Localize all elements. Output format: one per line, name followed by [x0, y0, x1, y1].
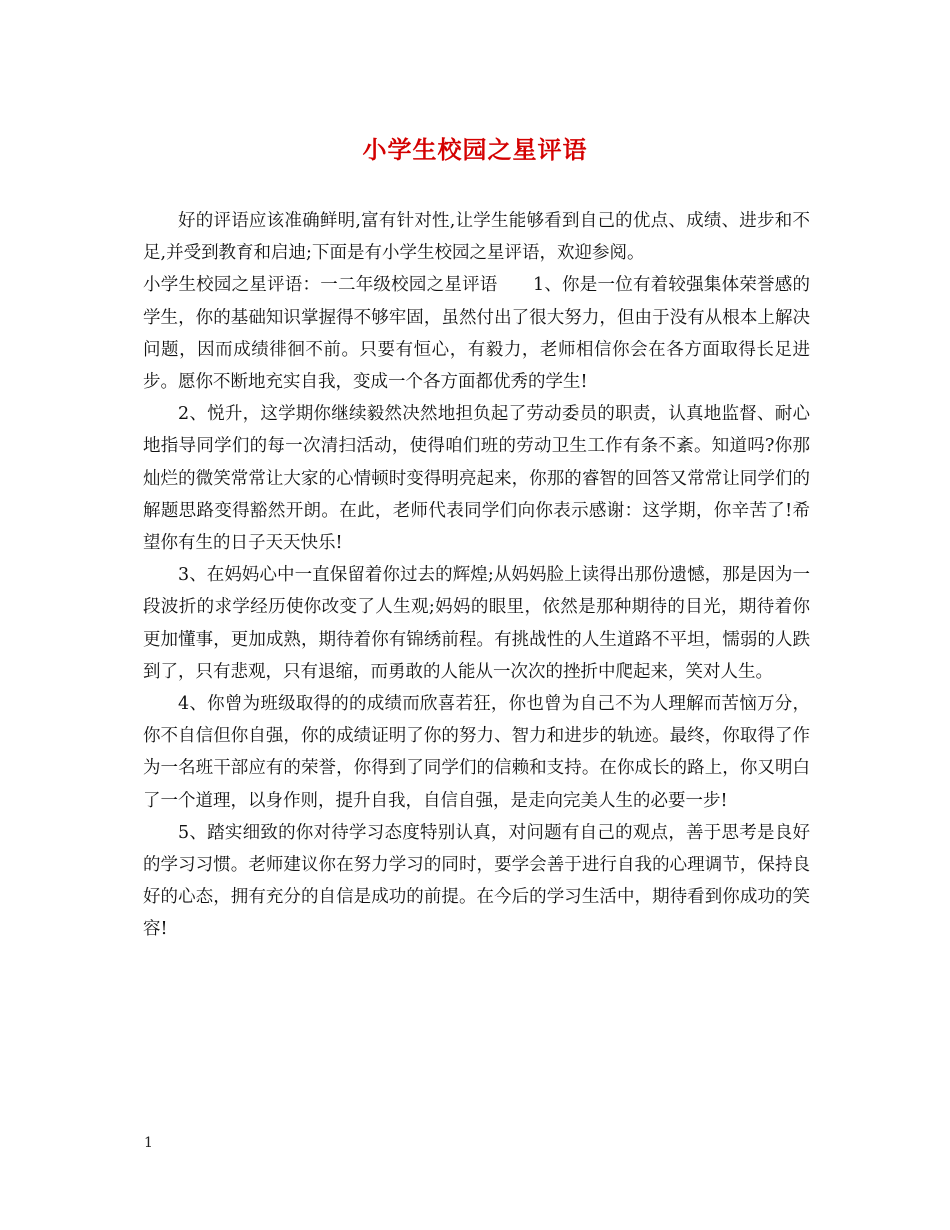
document-title: 小学生校园之星评语: [362, 135, 588, 164]
page-number: 1: [144, 1135, 153, 1151]
comment-paragraph-4: 4、你曾为班级取得的的成绩而欣喜若狂，你也曾为自己不为人理解而苦恼万分，你不自信但你自强，你的成绩证明了你的努力、智力和进步的轨迹。最终，你取得了作为一名班干部应有的荣誉，你得到了同学们的信赖和支持。在你成长的路上，你又明白了一个道理，以身作则，提升自我，自信自强，是走向完美人生的必要一步!: [143, 694, 810, 811]
comment-paragraph-5: 5、踏实细致的你对待学习态度特别认真，对问题有自己的观点，善于思考是良好的学习习惯。老师建议你在努力学习的同时，要学会善于进行自我的心理调节，保持良好的心态，拥有充分的自信是成功的前提。在今后的学习生活中，期待看到你成功的笑容!: [143, 822, 810, 940]
comment-paragraph-1: 小学生校园之星评语：一二年级校园之星评语 1、你是一位有着较强集体荣誉感的学生，你的基础知识掌握得不够牢固，虽然付出了很大努力，但由于没有从根本上解决问题，因而成绩徘徊不前。只要有恒心，有毅力，老师相信你会在各方面取得长足进步。愿你不断地充实自我，变成一个各方面都优秀的学生!: [143, 275, 810, 393]
comment-paragraph-3: 3、在妈妈心中一直保留着你过去的辉煌;从妈妈脸上读得出那份遗憾，那是因为一段波折的求学经历使你改变了人生观;妈妈的眼里，依然是那种期待的目光，期待着你更加懂事，更加成熟，期待着你有锦绣前程。有挑战性的人生道路不平坦，懦弱的人跌到了，只有悲观，只有退缩，而勇敢的人能从一次次的挫折中爬起来，笑对人生。: [143, 565, 810, 682]
comment-paragraph-2: 2、悦升，这学期你继续毅然决然地担负起了劳动委员的职责，认真地监督、耐心地指导同学们的每一次清扫活动，使得咱们班的劳动卫生工作有条不紊。知道吗?你那灿烂的微笑常常让大家的心情顿时变得明亮起来，你那的睿智的回答又常常让同学们的解题思路变得豁然开朗。在此，老师代表同学们向你表示感谢：这学期，你辛苦了!希望你有生的日子天天快乐!: [143, 404, 810, 554]
document-body: [143, 205, 810, 946]
intro-paragraph: 好的评语应该准确鲜明,富有针对性,让学生能够看到自己的优点、成绩、进步和不足,并受到教育和启迪;下面是有小学生校园之星评语，欢迎参阅。: [143, 211, 810, 264]
